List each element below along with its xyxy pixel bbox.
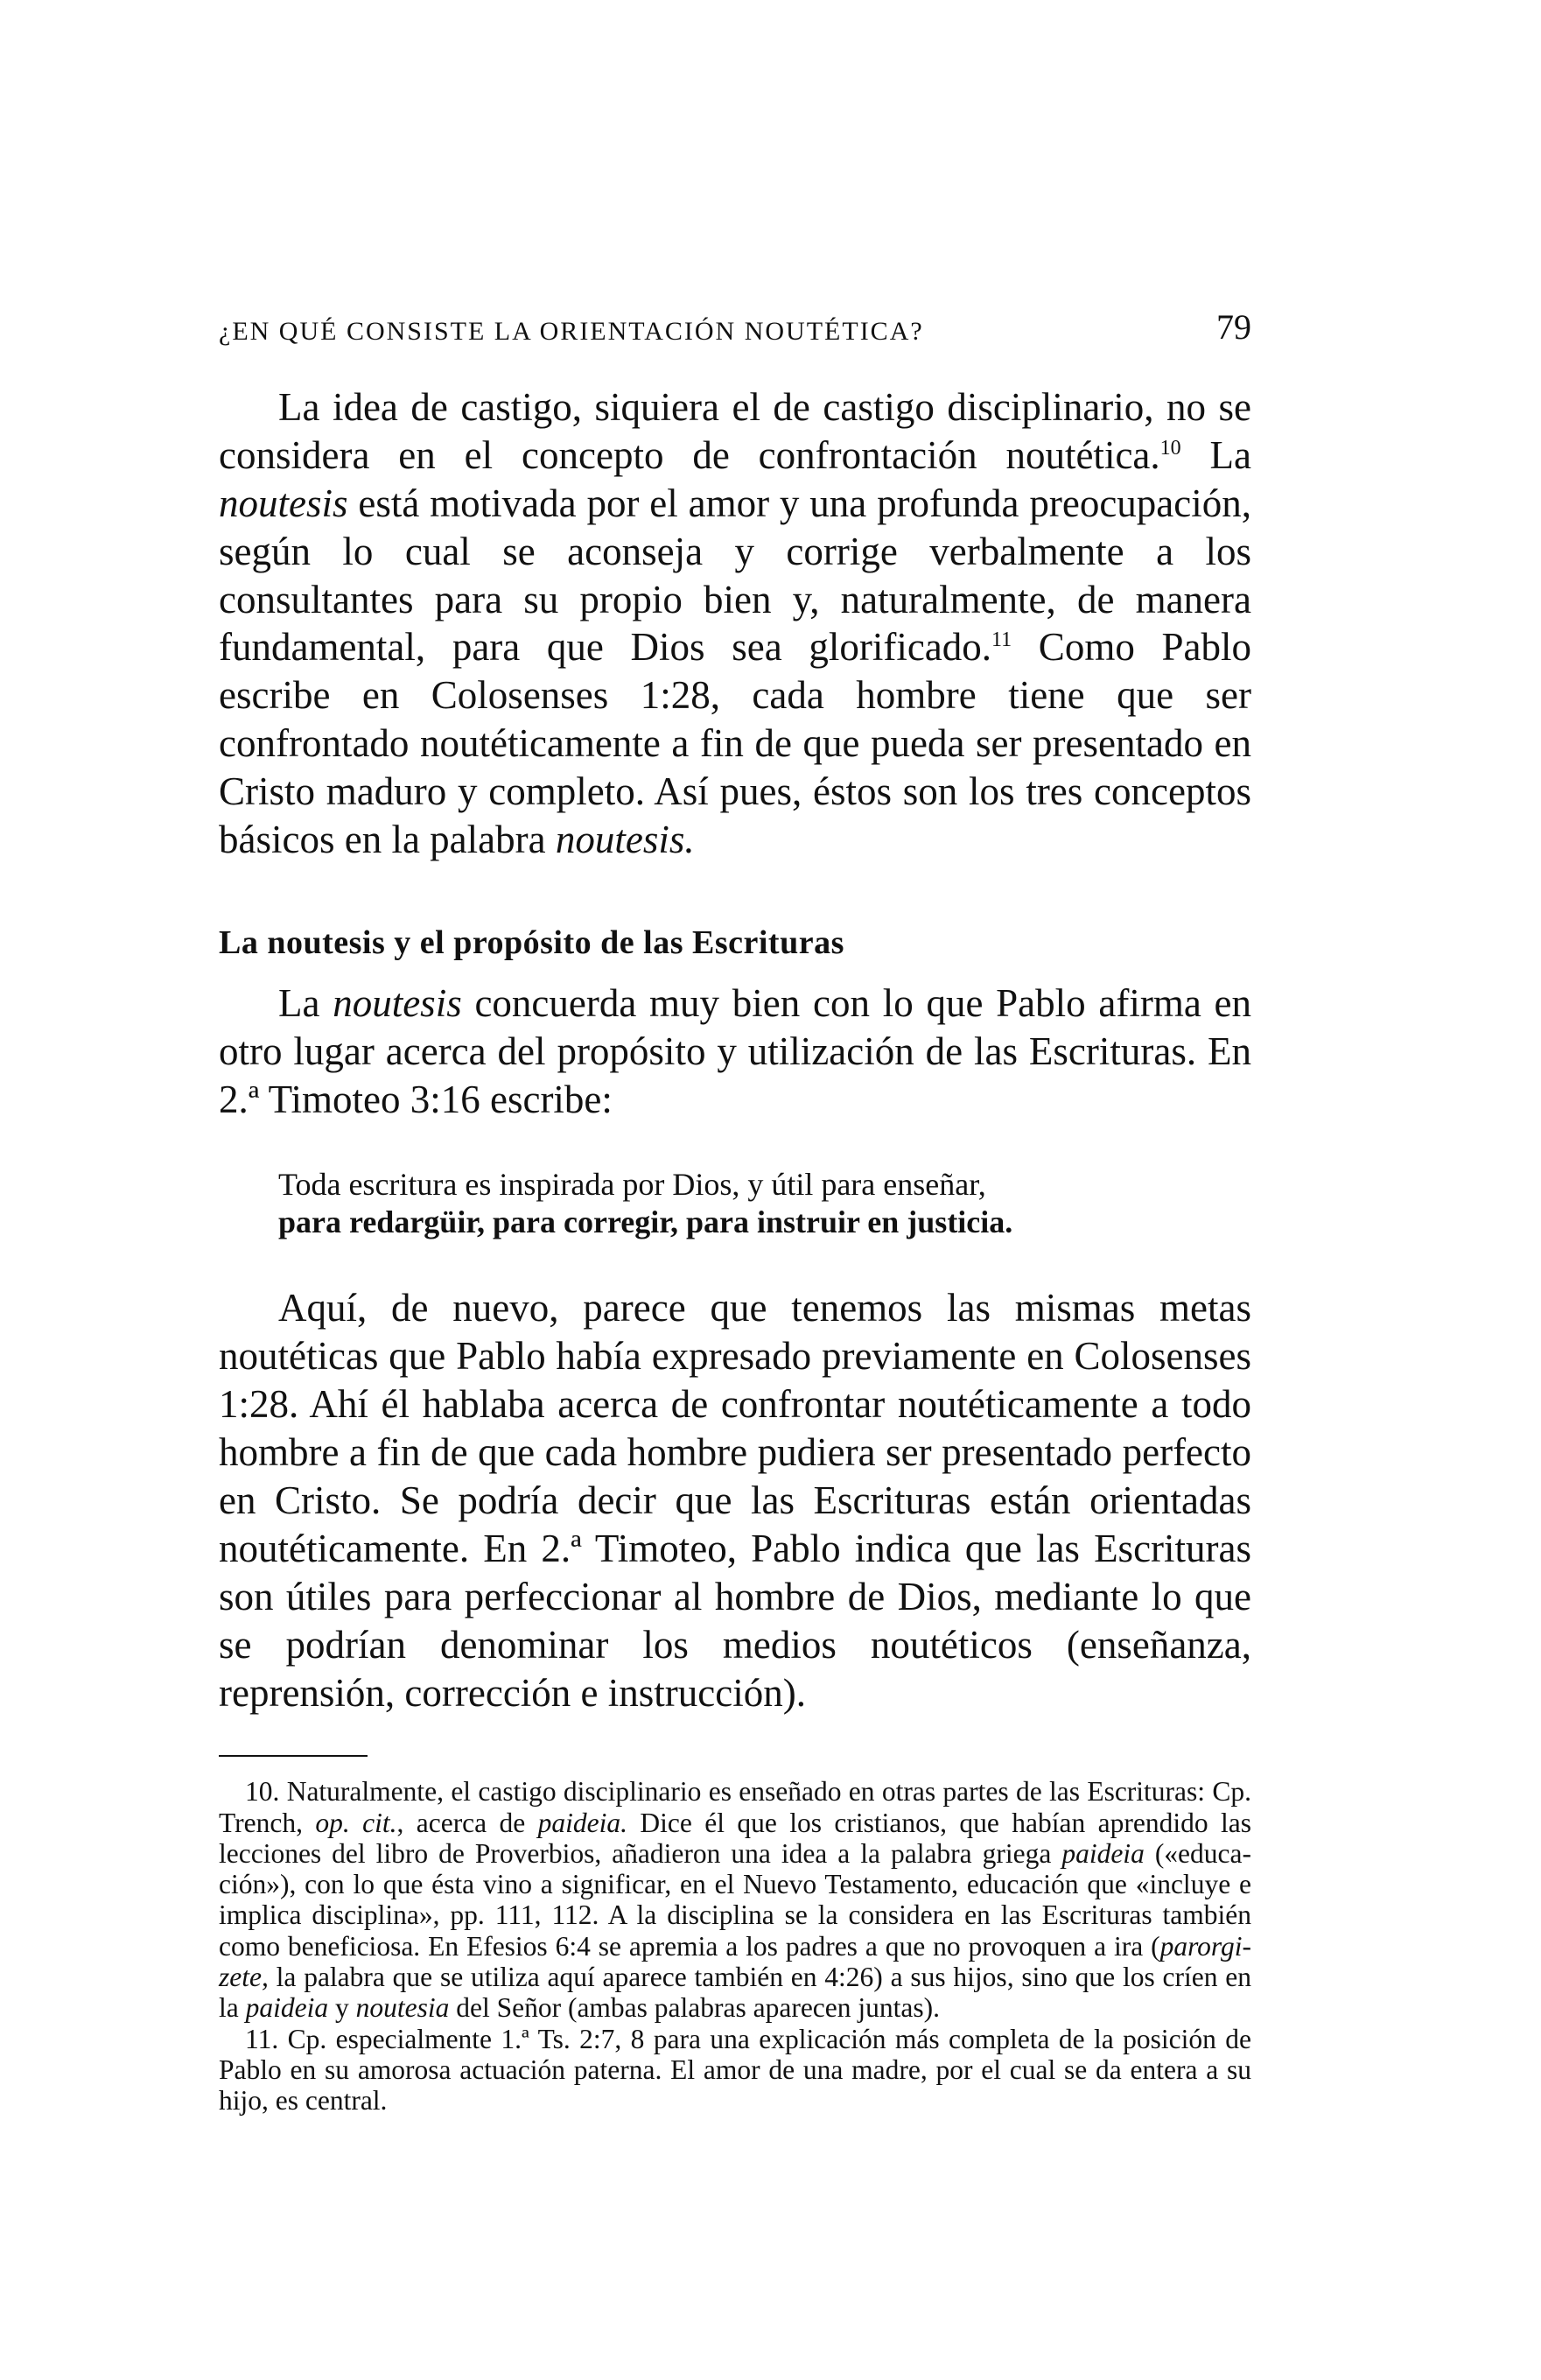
fn10-op-cit: op. cit. xyxy=(315,1807,397,1838)
p1-text-a: La idea de castigo, siquiera el de castigo disciplinario, no se considera en el concepto de confrontación noutética. xyxy=(219,385,1251,477)
p2-text-b: concuerda muy bien con lo que Pablo afirma en otro lugar acerca del propósito y utilización de las Escrituras. En 2.ª Timoteo 3:16 escribe: xyxy=(219,980,1252,1121)
body-paragraph-1 xyxy=(219,383,1251,864)
fn10-paideia-1: paideia. xyxy=(537,1807,628,1838)
p1-text-d: Como Pablo escribe en Colosenses 1:28, cada hombre tiene que ser confrontado noutéticamente a fin de que pueda ser presentado en Cristo maduro y completo. Así pues, éstos son los tres conceptos básicos en la palabra xyxy=(219,625,1251,862)
chapter-title: ¿EN QUÉ CONSISTE LA ORIENTACIÓN NOUTÉTICA? xyxy=(219,317,924,346)
quote-line-2: para redargüir, para corregir, para instruir en justicia. xyxy=(278,1204,1013,1240)
fn10-text-g: del Señor (ambas palabras aparecen juntas). xyxy=(449,1992,940,2024)
footnote-ref-11: 11 xyxy=(991,628,1012,652)
fn10-paideia-3: paideia xyxy=(245,1992,329,2024)
running-header xyxy=(219,306,1251,359)
page-number: 79 xyxy=(1216,307,1251,347)
quote-line-1: Toda escritura es inspirada por Dios, y útil para enseñar, xyxy=(278,1166,986,1202)
footnote-11: 11. Cp. especialmente 1.ª Ts. 2:7, 8 para una explicación más completa de la posición de Pablo en su amorosa actuación paterna. El amor de una madre, por el cual se da entera a su hijo, es central. xyxy=(219,2023,1251,2117)
fn10-noutesia: noutesia xyxy=(355,1992,450,2024)
fn10-text-d: («educación»), con lo que ésta vino a significar, en el Nuevo Testamento, educación que «incluye e implica disciplina», pp. 111, 112. A la disciplina se la considera en las Escrituras también como beneficiosa. En Efesios 6:4 se apremia a los padres a que no provoquen a ira ( xyxy=(219,1837,1251,1962)
footnote-divider xyxy=(219,1755,368,1757)
p2-term-noutesis: noutesis xyxy=(333,980,462,1025)
scripture-quote xyxy=(278,1166,1251,1243)
fn10-parorgizete: parorgizete, xyxy=(219,1930,1251,1992)
p1-term-noutesis: noutesis xyxy=(219,481,348,525)
fn10-text-f: y xyxy=(328,1992,356,2024)
body-paragraph-3: Aquí, de nuevo, parece que tenemos las mismas metas noutéticas que Pablo había expresado previamente en Colosenses 1:28. Ahí él hablaba acerca de confrontar noutéticamente a todo hombre a fin de que cada hombre pudiera ser presentado perfecto en Cristo. Se podría decir que las Escrituras están orientadas noutéticamente. En 2.ª Timoteo, Pablo indica que las Escrituras son útiles para perfeccionar al hombre de Dios, mediante lo que se podrían denominar los medios noutéticos (enseñanza, reprensión, corrección e instrucción). xyxy=(219,1286,1251,1715)
footnote-ref-10: 10 xyxy=(1159,436,1181,460)
fn10-text-b: , acerca de xyxy=(396,1807,538,1838)
p1-text-b: La xyxy=(1180,432,1251,477)
p1-text-c: está motivada por el amor y una profunda preocupación, según lo cual se aconseja y corrige verbalmente a los consultantes para su propio bien y, naturalmente, de manera fundamental, para que Dios sea glorificado. xyxy=(219,481,1251,670)
fn10-text-c: Dice él que los cristianos, que habían aprendido las lecciones del libro de Proverbios, añadieron una idea a la palabra griega xyxy=(219,1807,1251,1869)
footnote-10 xyxy=(219,1776,1251,2023)
p1-term-noutesis-end: noutesis. xyxy=(555,818,695,862)
p2-text-a: La xyxy=(278,980,333,1025)
section-heading: La noutesis y el propósito de las Escrituras xyxy=(219,923,844,961)
fn10-paideia-2: paideia xyxy=(1061,1837,1145,1869)
fn10-text-a: 10. Naturalmente, el castigo disciplinario es enseñado en otras partes de las Escrituras: Cp. Trench, xyxy=(219,1776,1251,1838)
book-page xyxy=(219,306,1251,2116)
fn10-text-e: la palabra que se utiliza aquí aparece también en 4:26) a sus hijos, sino que los críen en la xyxy=(219,1962,1251,2024)
body-paragraph-2 xyxy=(219,979,1251,1124)
